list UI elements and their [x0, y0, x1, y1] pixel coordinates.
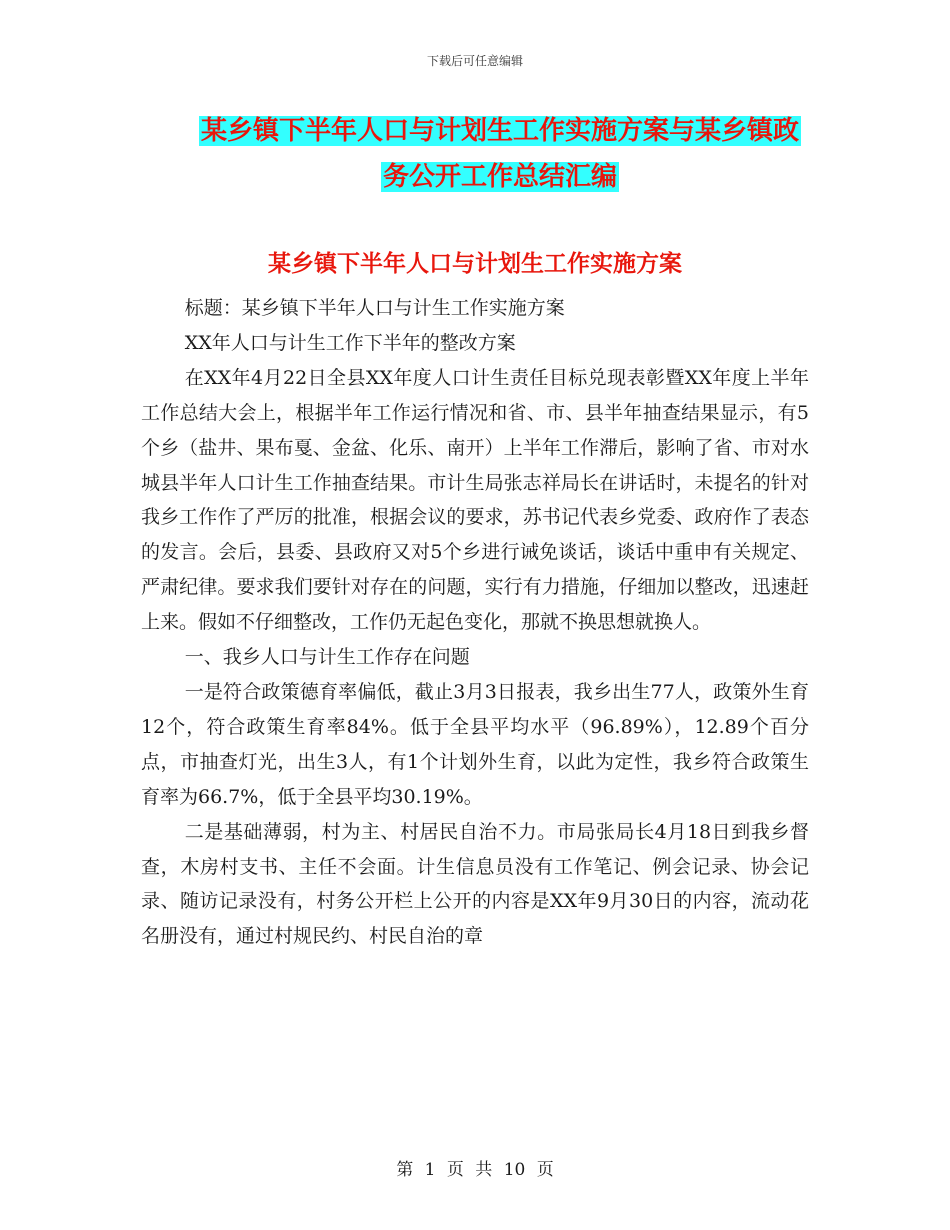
page-header-note: 下载后可任意编辑 [426, 54, 523, 68]
document-body [141, 291, 809, 954]
document-title-line-2: 务公开工作总结汇编 [382, 162, 617, 192]
paragraph-plan-name: XX年人口与计生工作下半年的整改方案 [184, 331, 516, 354]
section-title: 某乡镇下半年人口与计划生工作实施方案 [268, 251, 682, 277]
paragraph-background: 在XX年4月22日全县XX年度人口计生责任目标兑现表彰暨XX年度上半年工作总结大会上，根据半年工作运行情况和省、市、县半年抽查结果显示，有5个乡（盐井、果布戛、金盆、化乐、南开）上半年工作滞后，影响了省、市对水城县半年人口计生工作抽查结果。市计生局张志祥局长在讲话时，未提名的针对我乡工作作了严厉的批准，根据会议的要求，苏书记代表乡党委、政府作了表态的发言。会后，县委、县政府又对5个乡进行诫免谈话，谈话中重申有关规定、严肃纪律。要求我们要针对存在的问题，实行有力措施，仔细加以整改，迅速赶上来。假如不仔细整改，工作仍无起色变化，那就不换思想就换人。 [141, 366, 809, 634]
paragraph-subject: 标题：某乡镇下半年人口与计生工作实施方案 [184, 297, 565, 319]
paragraph-problem-one: 一是符合政策德育率偏低，截止3月3日报表，我乡出生77人，政策外生育12个，符合政策生育率84%。低于全县平均水平（96.89%），12.89个百分点，市抽查灯光，出生3人，有1个计划外生育，以此为定性，我乡符合政策生育率为66.7%，低于全县平均30.19%。 [141, 680, 809, 808]
paragraph-heading-problems: 一、我乡人口与计生工作存在问题 [184, 646, 470, 669]
document-title-line-1: 某乡镇下半年人口与计划生工作实施方案与某乡镇政 [200, 116, 799, 146]
page-number: 第 1 页 共 10 页 [396, 1160, 554, 1180]
document-title [150, 108, 850, 200]
paragraph-problem-two: 二是基础薄弱，村为主、村居民自治不力。市局张局长4月18日到我乡督查，木房村支书、主任不会面。计生信息员没有工作笔记、例会记录、协会记录、随访记录没有，村务公开栏上公开的内容是XX年9月30日的内容，流动花名册没有，通过村规民约、村民自治的章 [141, 820, 809, 948]
